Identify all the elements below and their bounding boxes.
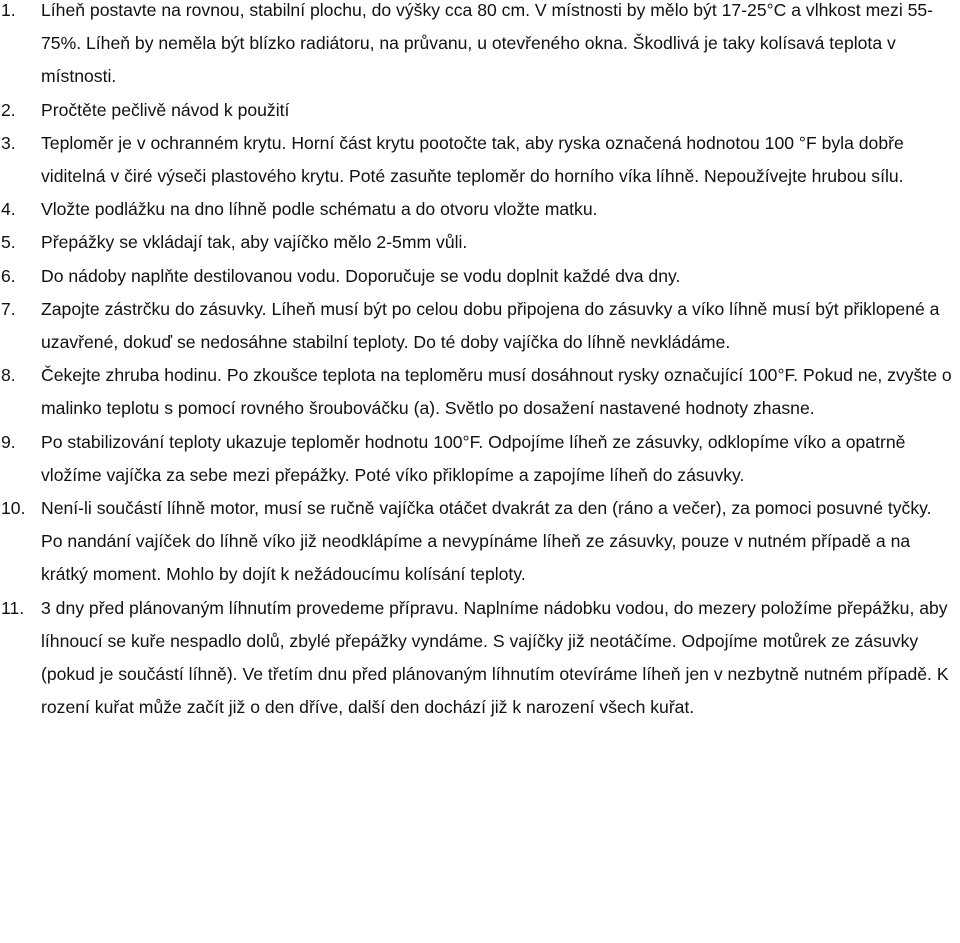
list-item-9: [1, 426, 954, 492]
item-text: Po stabilizování teploty ukazuje teploměr hodnotu 100°F. Odpojíme líheň ze zásuvky, odklopíme víko a opatrně vložíme vajíčka za sebe mezi přepážky. Poté víko přiklopíme a zapojíme líheň do zásuvky.: [41, 431, 906, 485]
item-text: Zapojte zástrčku do zásuvky. Líheň musí být po celou dobu připojena do zásuvky a víko líhně musí být přiklopené a uzavřené, dokuď se nedosáhne stabilní teploty. Do té doby vajíčka do líhně nevkládáme.: [41, 298, 940, 353]
list-item-8: [1, 359, 954, 425]
item-number: 2.: [1, 99, 16, 120]
list-item-1: [1, 0, 954, 94]
item-text: Do nádoby naplňte destilovanou vodu. Doporučuje se vodu doplnit každé dva dny.: [41, 265, 681, 286]
item-text: Čekejte zhruba hodinu. Po zkoušce teplota na teploměru musí dosáhnout rysky označující 100°F. Pokud ne, zvyšte o malinko teplotu s pomocí rovného šroubováčku (a). Světlo po dosažení nastavené hodnoty zhasne.: [41, 365, 952, 419]
item-number: 10.: [1, 498, 26, 519]
item-number: 3.: [1, 132, 16, 153]
item-text: Pročtěte pečlivě návod k použití: [41, 99, 290, 120]
item-number: 8.: [1, 365, 16, 386]
item-number: 6.: [1, 265, 16, 286]
item-number: 4.: [1, 199, 16, 220]
list-item-3: [1, 127, 954, 193]
item-number: 7.: [1, 298, 16, 319]
item-number: 9.: [1, 431, 16, 452]
list-item-7: [1, 293, 954, 359]
list-item-10: [1, 492, 954, 592]
item-text: 3 dny před plánovaným líhnutím provedeme přípravu. Naplníme nádobku vodou, do mezery položíme přepážku, aby líhnoucí se kuře nespadlo dolů, zbylé přepážky vyndáme. S vajíčky již neotáčíme. Odpojíme motůrek ze zásuvky (pokud je součástí líhně). Ve třetím dnu před plánovaným líhnutím otevíráme líheň jen v nezbytně nutném případě. K rození kuřat může začít již o den dříve, další den dochází již k narození všech kuřat.: [41, 597, 949, 718]
item-number: 5.: [1, 232, 16, 253]
list-item-6: [1, 260, 954, 293]
item-text: Není-li součástí líhně motor, musí se ručně vajíčka otáčet dvakrát za den (ráno a večer), za pomoci posuvné tyčky. Po nandání vajíček do líhně víko již neodklápíme a nevypínáme líheň ze zásuvky, pouze v nutném případě a na krátký moment. Mohlo by dojít k nežádoucímu kolísání teploty.: [41, 498, 932, 585]
list-item-2: [1, 94, 954, 127]
item-text: Vložte podlážku na dno líhně podle schématu a do otvoru vložte matku.: [41, 199, 598, 220]
list-item-11: [1, 592, 954, 725]
list-item-4: [1, 193, 954, 226]
item-number: 11.: [1, 597, 25, 618]
item-text: Líheň postavte na rovnou, stabilní plochu, do výšky cca 80 cm. V místnosti by mělo být 17-25°C a vlhkost mezi 55-75%. Líheň by neměla být blízko radiátoru, na průvanu, u otevřeného okna. Škodlivá je taky kolísavá teplota v místnosti.: [41, 0, 934, 87]
item-text: Teploměr je v ochranném krytu. Horní část krytu pootočte tak, aby ryska označená hodnotou 100 °F byla dobře viditelná v čiré výseči plastového krytu. Poté zasuňte teploměr do horního víka líhně. Nepoužívejte hrubou sílu.: [41, 132, 904, 187]
instruction-list: [1, 0, 954, 724]
item-text: Přepážky se vkládají tak, aby vajíčko mělo 2-5mm vůli.: [41, 232, 468, 253]
item-number: 1.: [1, 0, 16, 20]
list-item-5: [1, 226, 954, 259]
